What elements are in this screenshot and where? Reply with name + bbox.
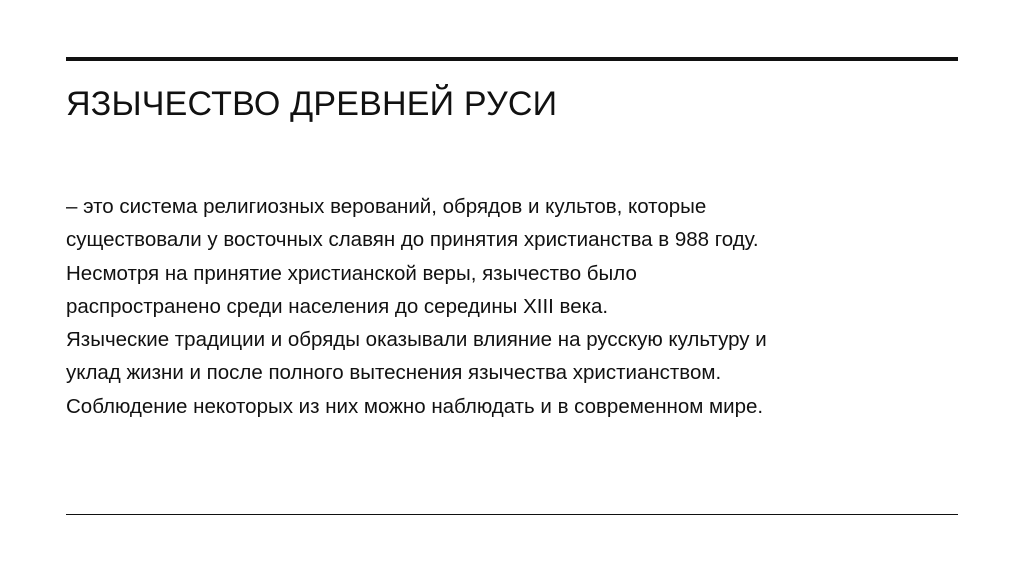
body-line: уклад жизни и после полного вытеснения язычества христианством. (66, 361, 722, 385)
body-line: Несмотря на принятие христианской веры, язычество было (66, 261, 637, 285)
top-divider (66, 57, 958, 61)
bottom-divider (66, 514, 958, 515)
slide-title: ЯЗЫЧЕСТВО ДРЕВНЕЙ РУСИ (66, 85, 558, 123)
body-line: – это система религиозных верований, обрядов и культов, которые (66, 195, 707, 218)
body-line: Соблюдение некоторых из них можно наблюдать и в современном мире. (66, 394, 764, 418)
body-line: распространено среди населения до середины XIII века. (66, 294, 609, 318)
body-line: существовали у восточных славян до принятия христианства в 988 году. (66, 228, 759, 252)
slide-body (66, 190, 966, 423)
body-line: Языческие традиции и обряды оказывали влияние на русскую культуру и (66, 328, 767, 352)
